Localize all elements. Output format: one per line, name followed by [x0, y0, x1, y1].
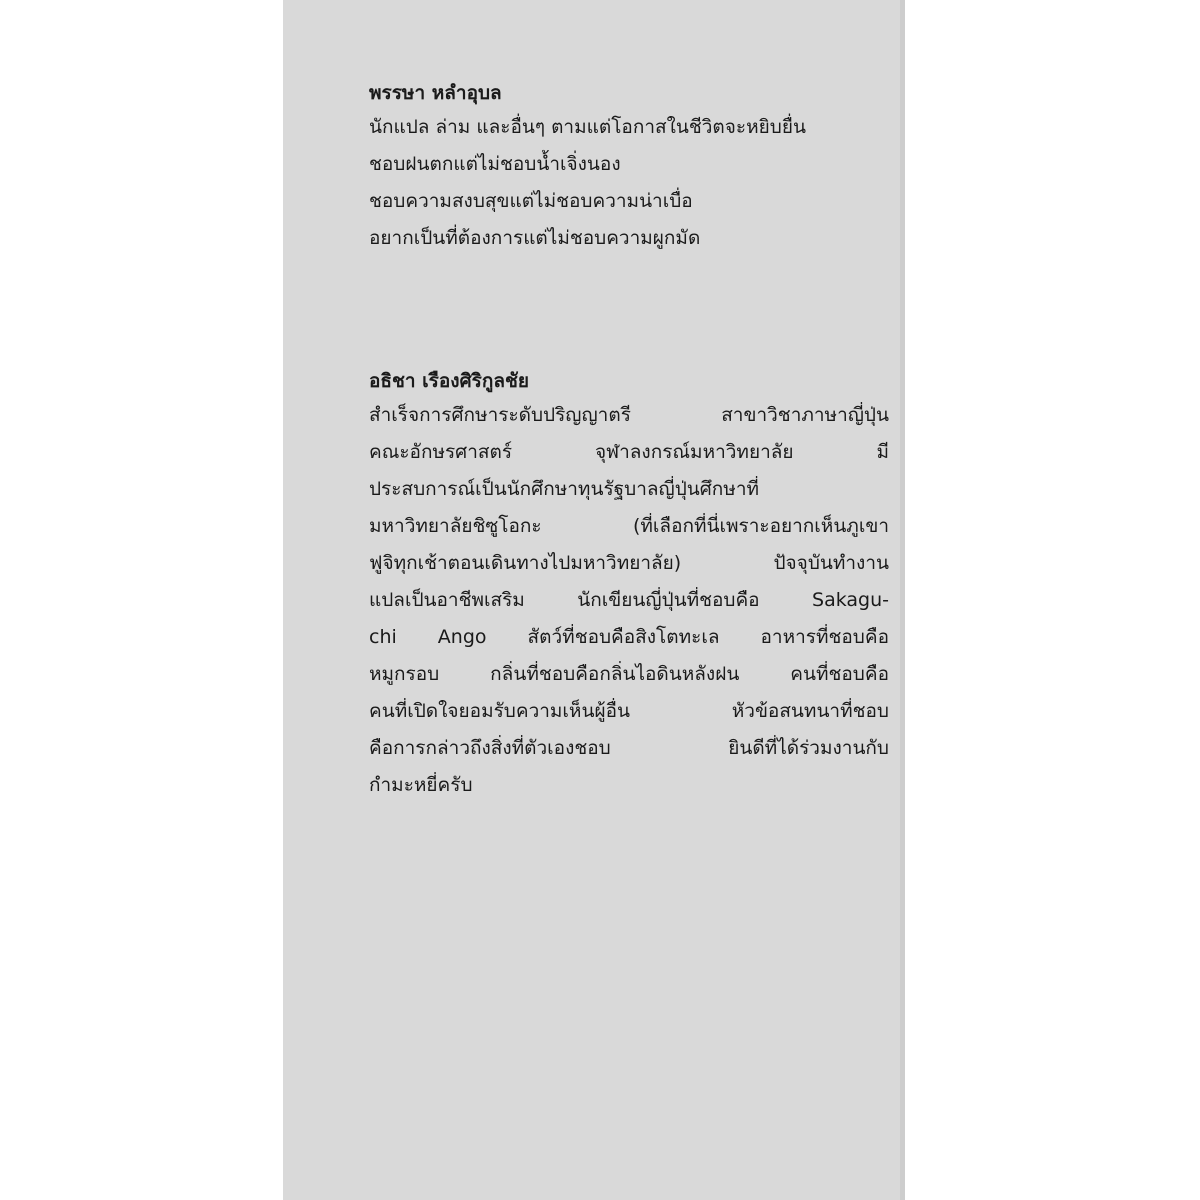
bio-line: ชอบความสงบสุขแต่ไม่ชอบความน่าเบื่อ	[369, 190, 693, 212]
bio-line: มหาวิทยาลัยชิซูโอกะ (ที่เลือกที่นี่เพราะอยากเห็นภูเขา	[369, 515, 889, 537]
bio-line: คือการกล่าวถึงสิ่งที่ตัวเองชอบ ยินดีที่ได้ร่วมงานกับ	[369, 737, 889, 759]
bio-line: chi Ango สัตว์ที่ชอบคือสิงโตทะเล อาหารที่ชอบคือ	[369, 626, 889, 648]
bio-line: สำเร็จการศึกษาระดับปริญญาตรี สาขาวิชาภาษาญี่ปุ่น	[369, 404, 889, 426]
bio-line: นักแปล ล่าม และอื่นๆ ตามแต่โอกาสในชีวิตจะหยิบยื่น	[369, 116, 806, 138]
bio-line: ชอบฝนตกแต่ไม่ชอบน้ำเจิ่งนอง	[369, 153, 621, 175]
bio-line: ฟูจิทุกเช้าตอนเดินทางไปมหาวิทยาลัย) ปัจจุบันทำงาน	[369, 552, 889, 574]
bio-line: คนที่เปิดใจยอมรับความเห็นผู้อื่น หัวข้อสนทนาที่ชอบ	[369, 700, 889, 722]
bio-line: อยากเป็นที่ต้องการแต่ไม่ชอบความผูกมัด	[369, 227, 701, 249]
translator-name-2: อธิชา เรืองศิริกูลชัย	[369, 370, 530, 392]
translator-bio-1	[369, 80, 889, 262]
bio-line: คณะอักษรศาสตร์ จุฬาลงกรณ์มหาวิทยาลัย มี	[369, 441, 889, 463]
bio-line: แปลเป็นอาชีพเสริม นักเขียนญี่ปุ่นที่ชอบคือ Sakagu-	[369, 589, 889, 611]
bio-line: ประสบการณ์เป็นนักศึกษาทุนรัฐบาลญี่ปุ่นศึกษาที่	[369, 478, 760, 500]
translator-name-1: พรรษา หลำอุบล	[369, 82, 502, 104]
translator-bio-2	[369, 368, 889, 809]
book-page	[283, 0, 905, 1200]
bio-line: กำมะหยี่ครับ	[369, 774, 473, 796]
bio-line: หมูกรอบ กลิ่นที่ชอบคือกลิ่นไอดินหลังฝน คนที่ชอบคือ	[369, 663, 889, 685]
